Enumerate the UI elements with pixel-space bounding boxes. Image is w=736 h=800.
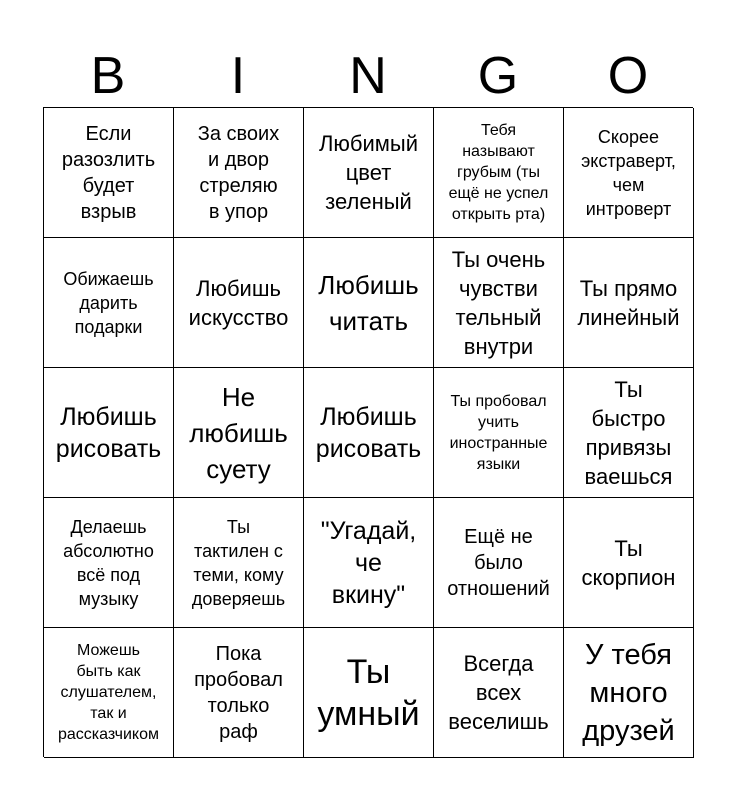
bingo-grid [43, 107, 693, 757]
bingo-cell[interactable] [174, 108, 304, 238]
cell-text: Если разозлить будет взрыв [61, 122, 156, 223]
cell-text: Любишь рисовать [55, 402, 162, 463]
cell-text: "Угадай, че вкину" [320, 516, 417, 609]
bingo-cell[interactable] [174, 368, 304, 498]
cell-text: Делаешь абсолютно всё под музыку [63, 516, 154, 609]
bingo-cell[interactable] [304, 108, 434, 238]
bingo-cell[interactable] [44, 628, 174, 758]
cell-text: За своих и двор стреляю в упор [197, 122, 280, 223]
header-letter-n: N [349, 47, 387, 105]
cell-text: Ты прямо линейный [577, 275, 680, 330]
cell-text: Пока пробовал только раф [194, 642, 283, 743]
bingo-cell[interactable] [304, 498, 434, 628]
cell-text: Обижаешь дарить подарки [63, 268, 154, 337]
cell-text: Всегда всех веселишь [448, 651, 549, 734]
bingo-cell[interactable] [44, 238, 174, 368]
bingo-cell[interactable] [174, 628, 304, 758]
header-letter-g: G [477, 47, 519, 105]
cell-text: Скорее экстраверт, чем интроверт [581, 126, 676, 219]
cell-text: Можешь быть как слушателем, так и рассказчиком [57, 642, 160, 743]
cell-text: Любимый цвет зеленый [318, 131, 419, 214]
cell-text: У тебя много друзей [582, 638, 675, 747]
cell-text: Ты пробовал учить иностранные языки [449, 392, 548, 473]
cell-text: Ты очень чувстви тельный внутри [451, 246, 546, 359]
bingo-cell[interactable] [44, 108, 174, 238]
cell-text: Любишь искусство [188, 275, 289, 330]
bingo-header [43, 44, 693, 108]
bingo-cell[interactable] [564, 498, 694, 628]
bingo-cell[interactable] [434, 498, 564, 628]
bingo-cell[interactable] [564, 368, 694, 498]
bingo-cell[interactable] [304, 628, 434, 758]
header-letter-b: B [90, 47, 126, 105]
cell-text: Тебя называют грубым (ты ещё не успел открыть рта) [448, 122, 549, 223]
bingo-cell[interactable] [44, 368, 174, 498]
header-letter-o: O [607, 47, 649, 105]
bingo-cell[interactable] [564, 628, 694, 758]
bingo-cell[interactable] [44, 498, 174, 628]
bingo-cell[interactable] [564, 238, 694, 368]
cell-text: Ты быстро привязы ваешься [584, 376, 673, 489]
bingo-cell[interactable] [434, 108, 564, 238]
bingo-cell[interactable] [434, 368, 564, 498]
cell-text: Ты умный [317, 652, 420, 733]
cell-text: Любишь читать [318, 269, 419, 336]
cell-text: Ты скорпион [581, 535, 676, 590]
bingo-cell[interactable] [564, 108, 694, 238]
cell-text: Ещё не было отношений [447, 525, 550, 600]
cell-text: Ты тактилен с теми, кому доверяешь [191, 516, 286, 609]
header-letter-i: I [230, 47, 246, 105]
bingo-cell[interactable] [434, 628, 564, 758]
bingo-cell[interactable] [174, 238, 304, 368]
bingo-cell[interactable] [174, 498, 304, 628]
bingo-cell[interactable] [434, 238, 564, 368]
bingo-cell[interactable] [304, 368, 434, 498]
bingo-cell[interactable] [304, 238, 434, 368]
cell-text: Не любишь суету [189, 381, 288, 484]
cell-text: Любишь рисовать [315, 402, 422, 463]
